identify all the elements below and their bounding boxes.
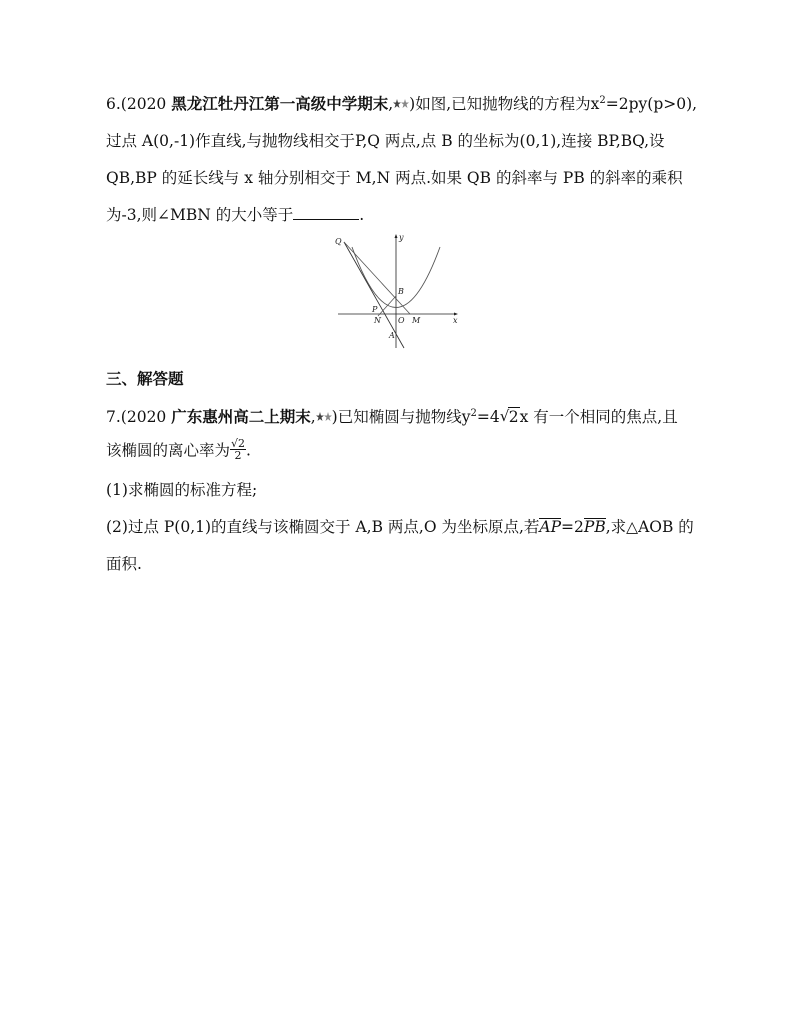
q6-number: 6. <box>106 95 121 113</box>
q7-line-1: 7.(2020 广东惠州高二上期末, )已知椭圆与抛物线$y^2=4$ √ 2x 有一个相同的焦点,且 <box>106 407 678 426</box>
fraction: $\frac{√2}{2}$ <box>231 437 246 462</box>
q7-number: 7. <box>106 408 121 426</box>
vector-pb: PB <box>583 518 606 536</box>
q6-line-4: 为-3,则∠MBN 的大小等于 . <box>106 206 365 224</box>
q6-line-3: QB,BP 的延长线与 x 轴分别相交于 M,N 两点.如果 QB 的斜率与 PB 的斜率的乘积 <box>106 169 683 187</box>
y-axis-arrow-icon <box>395 234 398 238</box>
label-x: x <box>453 316 458 325</box>
label-q: Q <box>335 237 342 246</box>
label-b: B <box>398 287 404 296</box>
q6-line-1: 6.(2020 黑龙江牡丹江第一高级中学期末, )如图,已知抛物线的方程为$x^2=2py(p>0)$, <box>106 94 698 113</box>
vector-ap: AP <box>539 518 562 536</box>
label-p: P <box>372 305 378 314</box>
q6-line-2: 过点 A(0,-1)作直线,与抛物线相交于P,Q 两点,点 B 的坐标为(0,1),连接 BP,BQ,设 <box>106 132 665 150</box>
label-o: O <box>398 316 405 325</box>
answer-blank <box>293 205 359 220</box>
q7-source: 广东惠州高二上期末 <box>171 408 311 426</box>
label-n: N <box>374 316 381 325</box>
q7-part-1: (1)求椭圆的标准方程; <box>106 481 258 499</box>
q6-source: 黑龙江牡丹江第一高级中学期末 <box>171 95 389 113</box>
difficulty-star-icon <box>316 412 332 422</box>
parabola-figure <box>334 230 462 352</box>
label-m: M <box>412 316 421 325</box>
label-y: y <box>399 233 404 242</box>
difficulty-star-icon <box>393 99 409 109</box>
line-apq <box>344 242 404 348</box>
sqrt-expression: √ 2 <box>499 407 519 426</box>
label-a: A <box>389 331 395 340</box>
line-qbm <box>344 242 410 314</box>
section-title: 三、解答题 <box>106 370 184 388</box>
q7-line-2: 该椭圆的离心率为 $\frac{√2}{2}$ . <box>106 437 251 462</box>
q7-part-2: (2)过点 P(0,1)的直线与该椭圆交于 A,B 两点,O 为坐标原点,若AP=2PB,求△AOB 的 <box>106 518 694 536</box>
q7-part-2-line-2: 面积. <box>106 555 142 573</box>
